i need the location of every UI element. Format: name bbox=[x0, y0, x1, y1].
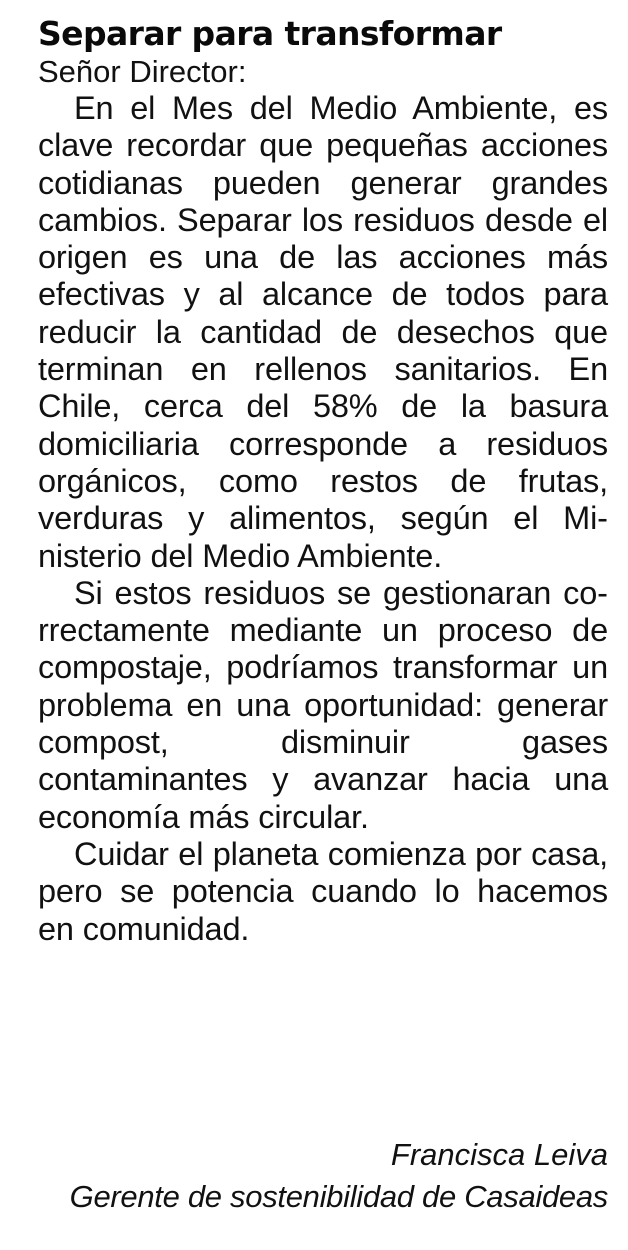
salutation: Señor Director: bbox=[38, 54, 247, 89]
paragraph-1: En el Mes del Medio Ambiente, es clave recordar que pequeñas acciones cotidianas pueden generar grandes cambios. Separar los residuos desde el origen es una de las acciones más efectivas y al alcance de todos para reducir la cantidad de desechos que terminan en rellenos sanitarios. En Chile, cerca del 58% de la basura domiciliaria corresponde a residuos orgánicos, como restos de frutas, verduras y alimentos, según el Ministerio del Medio Ambiente. bbox=[38, 90, 608, 574]
letter-headline: Separar para transformar bbox=[38, 14, 502, 53]
signature-name: Francisca Leiva bbox=[390, 1137, 608, 1172]
paragraph-3: Cuidar el planeta comienza por casa, pero se potencia cuando lo hacemos en comunidad. bbox=[38, 835, 608, 947]
paragraph-2: Si estos residuos se gestionaran correctamente mediante un proceso de compostaje, podríamos transformar un problema en una oportunidad: generar compost, disminuir gases contaminantes y avanzar hacia una economía más circular. bbox=[38, 574, 608, 835]
letter-to-editor bbox=[38, 14, 608, 948]
signature-title: Gerente de sostenibilidad de Casaideas bbox=[69, 1179, 608, 1214]
